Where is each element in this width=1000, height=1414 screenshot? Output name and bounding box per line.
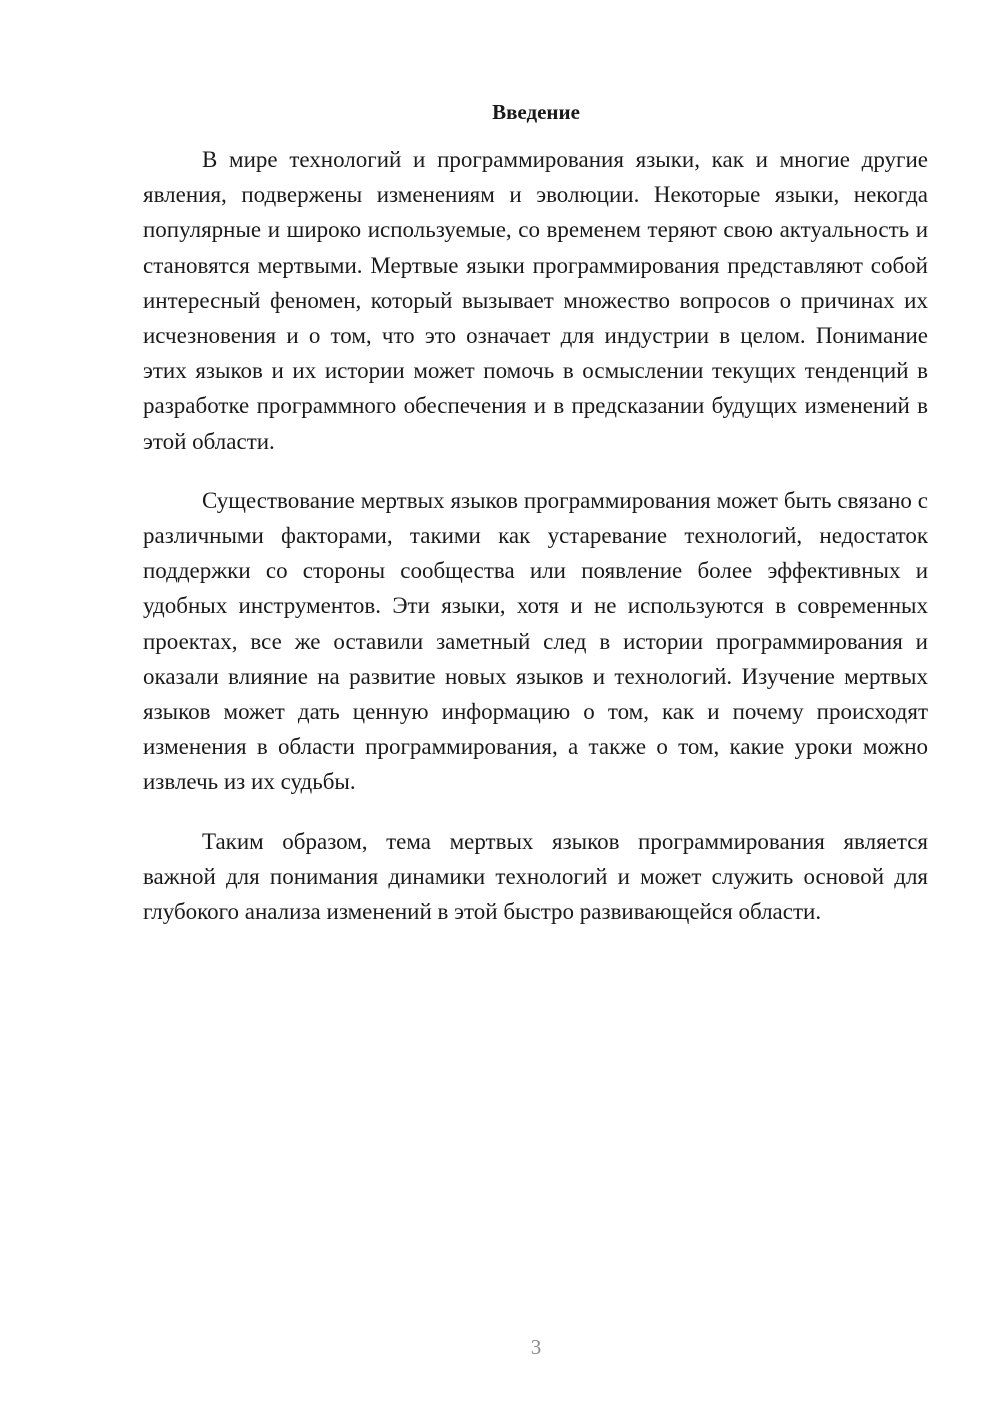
paragraph-3: Таким образом, тема мертвых языков программирования является важной для понимания динамики технологий и может служить основой для глубокого анализа изменений в этой быстро развивающейся области.: [143, 828, 928, 925]
section-title: Введение: [492, 100, 580, 124]
page-number: 3: [530, 1335, 542, 1359]
paragraph-1: В мире технологий и программирования языки, как и многие другие явления, подвержены изменениям и эволюции. Некоторые языки, некогда популярные и широко используемые, со временем теряют свою актуальность и становятся мертвыми. Мертвые языки программирования представляют собой интересный феномен, который вызывает множество вопросов о причинах их исчезновения и о том, что это означает для индустрии в целом. Понимание этих языков и их истории может помочь в осмыслении текущих тенденций в разработке программного обеспечения и в предсказании будущих изменений в этой области.: [143, 147, 928, 454]
paragraph-2: Существование мертвых языков программирования может быть связано с различными факторами, такими как устаревание технологий, недостаток поддержки со стороны сообщества или появление более эффективных и удобных инструментов. Эти языки, хотя и не используются в современных проектах, все же оставили заметный след в истории программирования и оказали влияние на развитие новых языков и технологий. Изучение мертвых языков может дать ценную информацию о том, как и почему происходят изменения в области программирования, а также о том, какие уроки можно извлечь из их судьбы.: [143, 487, 928, 795]
body-text: [143, 142, 928, 953]
